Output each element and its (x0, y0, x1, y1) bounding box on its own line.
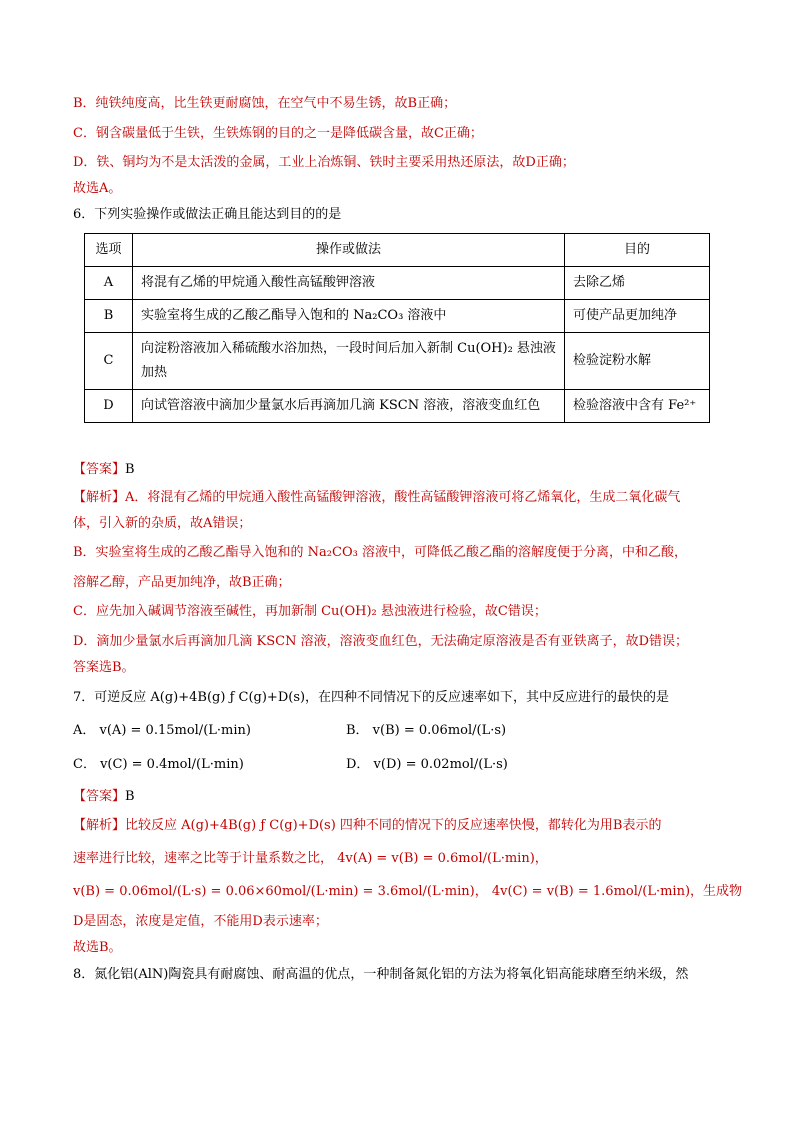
row-operation: 向试管溶液中滴加少量氯水后再滴加几滴 KSCN 溶液，溶液变血红色 (133, 390, 565, 423)
question-8-stem: 8．氮化铝(AlN)陶瓷具有耐腐蚀、耐高温的优点，一种制备氮化铝的方法为将氧化铝高能球磨至纳米级，然 (73, 967, 689, 982)
question-7-stem: 7．可逆反应 A(g)+4B(g) ƒ C(g)+D(s)，在四种不同情况下的反应速率如下，其中反应进行的最快的是 (73, 690, 670, 705)
answer-q7 (73, 788, 135, 806)
analysis-text: 比较反应 A(g)+4B(g) ƒ C(g)+D(s) 四种不同的情况下的反应速率快慢，都转化为用B表示的 (125, 818, 662, 833)
row-goal: 可使产品更加纯净 (565, 300, 710, 333)
answer-value: B (125, 789, 135, 804)
row-option: D (85, 390, 133, 423)
conclusion-q6: 答案选B。 (73, 660, 135, 675)
row-operation: 将混有乙烯的甲烷通入酸性高锰酸钾溶液 (133, 267, 565, 300)
analysis-q7-a2: 速率进行比较，速率之比等于计量系数之比， 4v(A) = v(B) = 0.6mol/(L·min)， (73, 851, 548, 866)
row-goal: 检验溶液中含有 Fe²⁺ (565, 390, 710, 423)
analysis-line-c5: C．钢含碳量低于生铁，生铁炼钢的目的之一是降低碳含量，故C正确； (73, 126, 483, 141)
option-b: B． v(B) = 0.06mol/(L·s) (346, 723, 507, 738)
analysis-tag: 【解析】 (73, 490, 126, 505)
option-c: C． v(C) = 0.4mol/(L·min) (73, 757, 244, 772)
analysis-tag: 【解析】 (73, 818, 126, 833)
table-row (85, 333, 710, 390)
row-option: C (85, 333, 133, 390)
analysis-text: A．将混有乙烯的甲烷通入酸性高锰酸钾溶液，酸性高锰酸钾溶液可将乙烯氧化，生成二氧化碳气 (125, 490, 681, 505)
analysis-q6-d1: D．滴加少量氯水后再滴加几滴 KSCN 溶液，溶液变血红色，无法确定原溶液是否有亚铁离子，故D错误； (73, 634, 689, 649)
row-operation: 实验室将生成的乙酸乙酯导入饱和的 Na₂CO₃ 溶液中 (133, 300, 565, 333)
analysis-line-d5: D．铁、铜均为不是太活泼的金属，工业上冶炼铜、铁时主要采用热还原法，故D正确； (73, 155, 575, 170)
analysis-line-b5: B．纯铁纯度高，比生铁更耐腐蚀，在空气中不易生锈，故B正确； (73, 96, 457, 111)
table-row (85, 300, 710, 333)
analysis-q6-b2: 溶解乙醇，产品更加纯净，故B正确； (73, 575, 291, 590)
table-header-row (85, 234, 710, 267)
row-goal: 检验淀粉水解 (565, 333, 710, 390)
analysis-q7-a1 (73, 817, 662, 835)
header-operation: 操作或做法 (133, 234, 565, 267)
analysis-q6-a1 (73, 489, 680, 507)
row-option: B (85, 300, 133, 333)
answer-tag: 【答案】 (73, 462, 126, 477)
row-goal: 去除乙烯 (565, 267, 710, 300)
option-d: D． v(D) = 0.02mol/(L·s) (346, 757, 508, 772)
row-option: A (85, 267, 133, 300)
analysis-q6-c1: C．应先加入碱调节溶液至碱性，再加新制 Cu(OH)₂ 悬浊液进行检验，故C错误； (73, 604, 547, 619)
options-table (84, 233, 710, 423)
conclusion-q7: 故选B。 (73, 940, 122, 955)
conclusion-q5: 故选A。 (73, 181, 122, 196)
answer-tag: 【答案】 (73, 789, 126, 804)
answer-q6 (73, 461, 135, 479)
header-option: 选项 (85, 234, 133, 267)
analysis-q7-a4: D是固态，浓度是定值，不能用D表示速率； (73, 914, 328, 929)
row-operation: 向淀粉溶液加入稀硫酸水浴加热，一段时间后加入新制 Cu(OH)₂ 悬浊液加热 (133, 333, 565, 390)
option-a: A． v(A) = 0.15mol/(L·min) (73, 723, 251, 738)
table-row (85, 390, 710, 423)
question-6-stem: 6．下列实验操作或做法正确且能达到目的的是 (73, 207, 342, 222)
header-goal: 目的 (565, 234, 710, 267)
analysis-q6-a2: 体，引入新的杂质，故A错误； (73, 516, 252, 531)
analysis-q7-a3: v(B) = 0.06mol/(L·s) = 0.06×60mol/(L·min) = 3.6mol/(L·min)， 4v(C) = v(B) = 1.6mol/(L·min)，生成物 (73, 884, 743, 899)
analysis-q6-b1: B．实验室将生成的乙酸乙酯导入饱和的 Na₂CO₃ 溶液中，可降低乙酸乙酯的溶解度便于分离，中和乙酸， (73, 545, 687, 560)
table-row (85, 267, 710, 300)
answer-value: B (125, 462, 135, 477)
